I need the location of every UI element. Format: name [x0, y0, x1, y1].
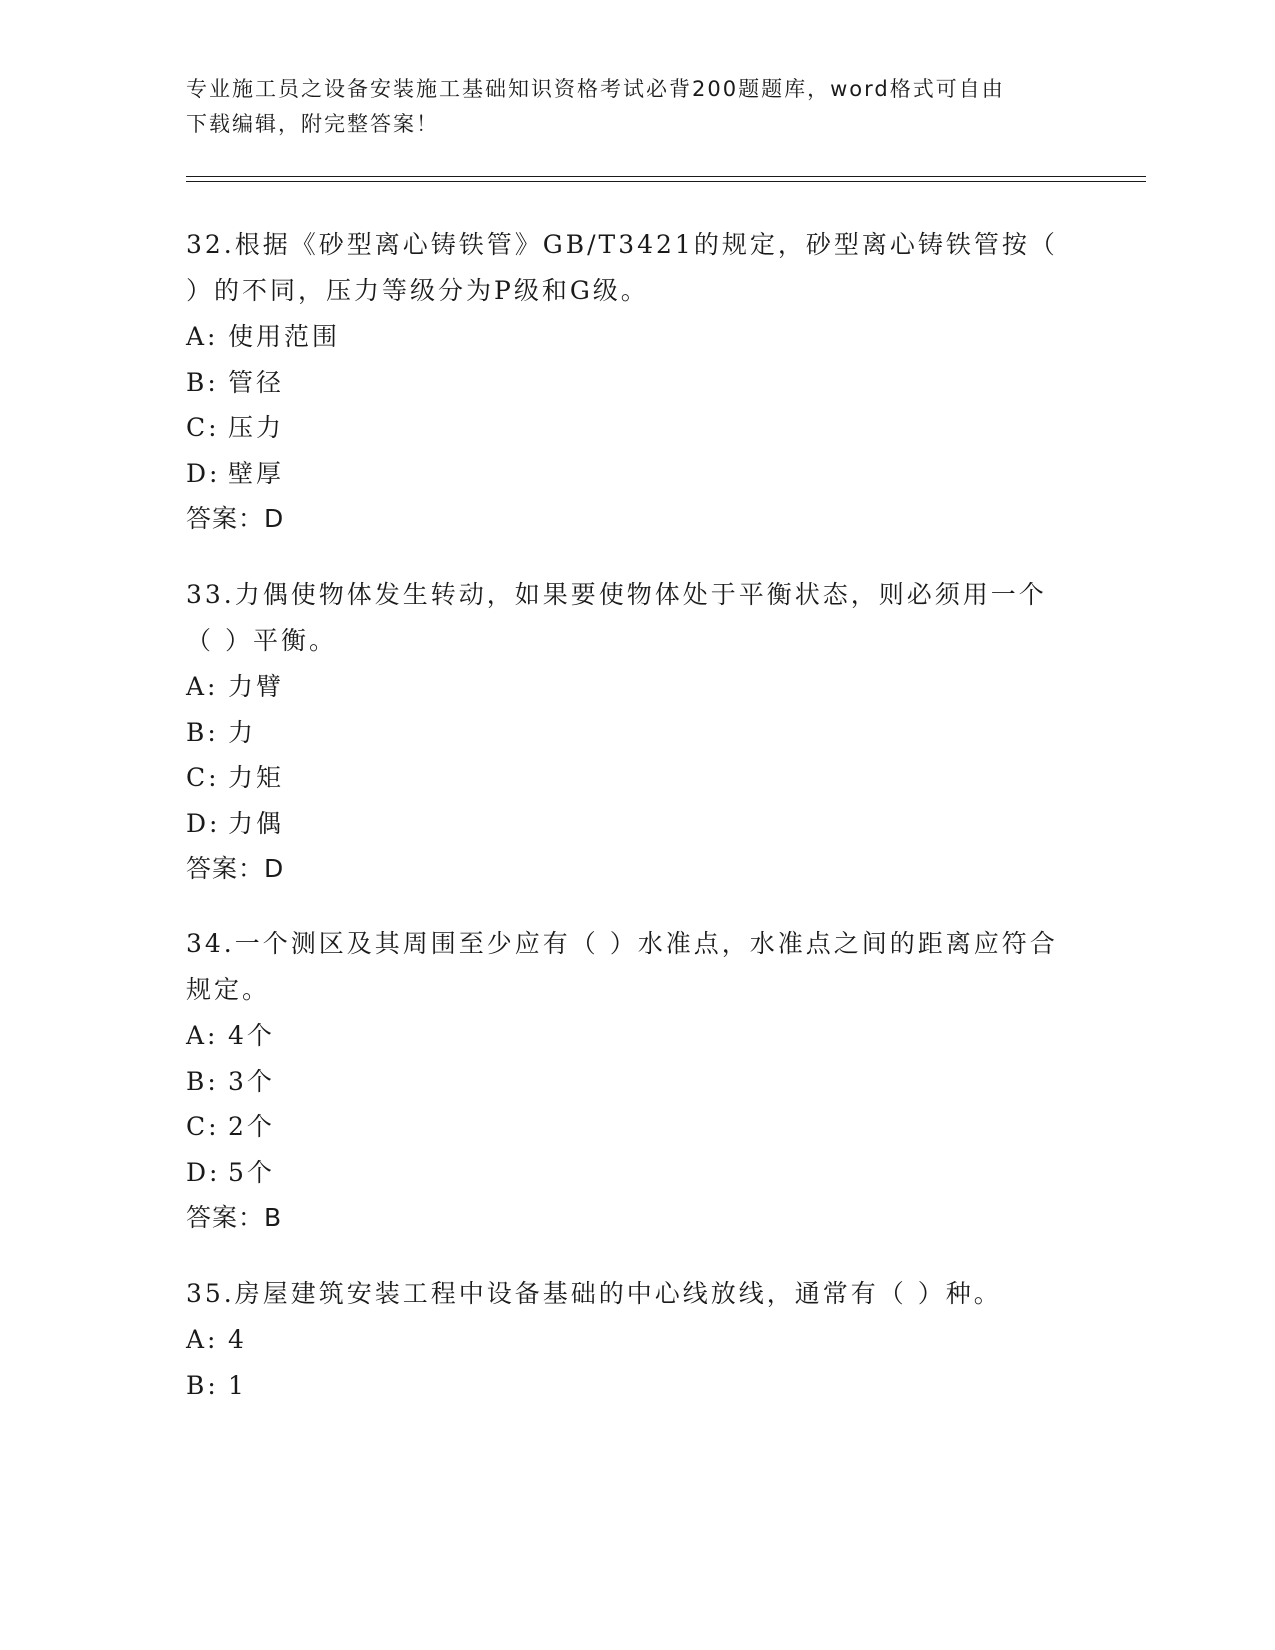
option-a [186, 1317, 1086, 1363]
option-letter: D: [186, 808, 221, 838]
option-d [186, 451, 1086, 497]
option-letter: A: [186, 672, 219, 701]
option-d [186, 801, 1086, 847]
option-text: 压力 [228, 413, 285, 442]
answer-line: 答案：D [186, 854, 285, 883]
option-a [186, 664, 1086, 710]
option-letter: C: [186, 763, 220, 792]
option-c [186, 405, 1086, 451]
option-letter: C: [186, 413, 220, 442]
option-letter: A: [186, 1325, 219, 1354]
option-text: 4个 [228, 1021, 275, 1050]
option-c [186, 1104, 1086, 1150]
option-a [186, 1013, 1086, 1059]
question-stem: 33.力偶使物体发生转动，如果要使物体处于平衡状态，则必须用一个（ ）平衡。 [186, 580, 1047, 655]
option-text: 力矩 [228, 763, 285, 792]
question-stem: 35.房屋建筑安装工程中设备基础的中心线放线，通常有（ ）种。 [186, 1279, 1002, 1308]
option-text: 5个 [228, 1157, 275, 1187]
header-double-rule [186, 176, 1146, 182]
option-letter: D: [186, 458, 221, 488]
header-line-2: 下载编辑，附完整答案！ [186, 112, 439, 136]
option-letter: B: [186, 1066, 219, 1096]
answer-line: 答案：B [186, 1203, 283, 1232]
option-letter: D: [186, 1157, 221, 1187]
option-letter: A: [186, 1021, 219, 1050]
option-text: 力臂 [228, 672, 285, 701]
option-b [186, 360, 1086, 406]
question-35 [186, 1271, 1086, 1408]
question-stem: 34.一个测区及其周围至少应有（ ）水准点，水准点之间的距离应符合规定。 [186, 929, 1058, 1004]
question-33 [186, 572, 1086, 892]
option-text: 管径 [228, 367, 285, 397]
option-text: 2个 [228, 1112, 275, 1141]
option-letter: B: [186, 367, 219, 397]
question-32 [186, 222, 1086, 542]
option-a [186, 314, 1086, 360]
answer-line: 答案：D [186, 504, 285, 533]
option-b [186, 1059, 1086, 1105]
question-stem: 32.根据《砂型离心铸铁管》GB/T3421的规定，砂型离心铸铁管按（ ）的不同，压力等级分为P级和G级。 [186, 230, 1058, 305]
option-text: 3个 [228, 1066, 275, 1096]
header-line-1: 专业施工员之设备安装施工基础知识资格考试必背200题题库，word格式可自由 [186, 77, 1005, 101]
document-header [186, 72, 1066, 142]
option-d [186, 1150, 1086, 1196]
option-letter: B: [186, 1370, 219, 1400]
option-text: 使用范围 [228, 322, 341, 351]
option-text: 壁厚 [228, 458, 285, 488]
option-text: 力偶 [228, 808, 285, 838]
option-c [186, 755, 1086, 801]
option-b [186, 1363, 1086, 1409]
option-letter: C: [186, 1112, 220, 1141]
option-text: 力 [228, 717, 257, 747]
option-b [186, 710, 1086, 756]
option-text: 1 [228, 1370, 247, 1400]
option-letter: B: [186, 717, 219, 747]
question-34 [186, 921, 1086, 1241]
option-text: 4 [228, 1325, 247, 1354]
option-letter: A: [186, 322, 219, 351]
